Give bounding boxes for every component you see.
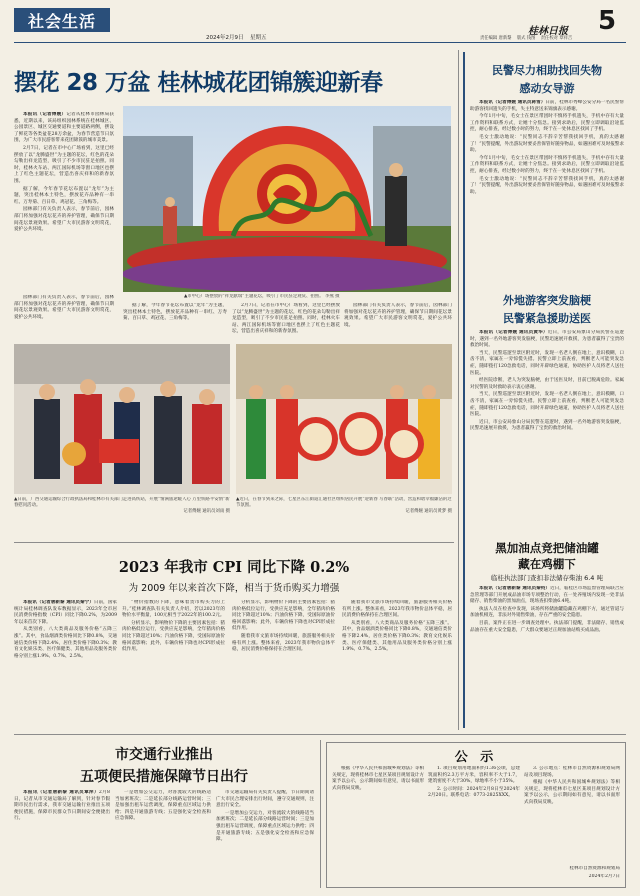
cpi-para-3: “物价指数的下降，意味着货币购买力的上升。”桂林调查队有关负责人介绍，若以2023年的物价水平衡量，100元相当于2022年的100.2元。 <box>122 600 225 619</box>
story1-headline-2: 感动女导游 <box>519 82 575 95</box>
traffic-para-1: 2月8日，记者从市交通运输局了解到，针对春节假期市民出行需求，我市交通运输行业推出五项便民措施，保障市民群众节日期间安全便捷出行。 <box>14 790 110 822</box>
notice-col2 <box>428 766 520 884</box>
cpi-para-2: 从类别看，八大类商品及服务价格“五降三涨”。其中，食品烟酒类价格同比下降0.8%，交通通信类价格下降2.4%，居住类价格下降0.3%；教育文化娱乐类、医疗保健类、其他用品及服务类价格分别上涨1.9%、0.7%、2.5%。 <box>14 627 117 659</box>
story3-headline-1: 黑加油点竞把储油罐 <box>495 541 599 555</box>
issue-date: 2024年2月9日 <box>206 35 244 41</box>
section-title: 社会生活 <box>27 12 96 31</box>
story3-subhead: 临桂执法部门查扣非法储存柴油 6.4 吨 <box>491 574 603 582</box>
main-headline: 摆花 28 万盆 桂林城花团锦簇迎新春 <box>14 70 383 96</box>
flower-article-col3 <box>123 303 227 339</box>
cpi-headline: 2023 年我市 CPI 同比下降 0.2% <box>118 559 350 576</box>
traffic-col2 <box>115 790 211 888</box>
masthead <box>0 0 640 42</box>
caption-photo3-text: ▲近日，在春节到来之际，七星区东江街道汇通社区组织居民开展“迎新春 写春联”活动，营造和谐幸福廉洁的过节氛围。 <box>236 497 452 508</box>
traffic-headline-1: 市交通行业推出 <box>115 747 213 763</box>
story2-headline-1: 外地游客突发脑梗 <box>503 294 591 307</box>
page-number: 5 <box>598 6 617 36</box>
caption-photo1: ▲市中心广场摆放的“祥龙献瑞”主题花坛，吸引了市民驻足观赏、拍照。 李燕 摄 <box>184 294 340 299</box>
cpi-col2 <box>122 600 225 728</box>
flower-para-3-dup: 据了解，今年春节花坛布置以“龙年”为主题，突出桂林本土特色，摆放花卉品种有一串红、万寿菊、百日草、鸡冠花、三角梅等。 <box>123 303 227 322</box>
flower-article-col5 <box>344 303 452 339</box>
caption-photo3-credit: 记者傅婉 通讯员黄梦 摄 <box>405 509 452 514</box>
cpi-para-5b: 随着我市文旅市场持续回暖，旅游服务相关价格有所上涨。整体来看，2023年我市物价总体平稳，居民消费价格保持在合理区间。 <box>342 600 452 619</box>
cpi-subhead: 为 2009 年以来首次下降，相当于货币购买力增强 <box>128 583 340 594</box>
traffic-headline-2: 五项便民措施保障节日出行 <box>80 769 248 785</box>
editor-name-2: 钱图 <box>526 36 536 41</box>
notice-title: 公 示 <box>454 750 498 765</box>
cpi-para-1: 日前，国家统计局桂林调查队发布数据显示，2023年全市居民消费价格指数（CPI）同比下降0.2%，为2009年以来首次下降。 <box>14 600 117 625</box>
flower-para-4: 园林部门有关负责人表示，春节前后，园林部门将加强对花坛花卉的养护管理，确保节日期间花坛景观效果。希望广大市民游客文明赏花，爱护公共环境。 <box>14 207 114 233</box>
flower-article-col1 <box>14 112 114 292</box>
photo-couplet-event <box>236 344 452 494</box>
divider-cpi-top <box>14 542 454 543</box>
divider-sidebar <box>458 50 459 730</box>
story2-para-3: 经医院诊断，老人为突发脑梗，由于送医及时，目前已脱离危险。家属对民警的及时救助表示衷心感谢。 <box>470 378 624 390</box>
story2-para-1: 近日，市公安局象山分局民警在巡逻时，遇到一名外地游客突发脑梗，民警迅速展开救援，为患者赢得了宝贵的救治时间。 <box>470 330 624 349</box>
notice-para-1: 根据《中华人民共和国城乡规划法》等相关规定，现将桂林市七星区某项目规划设计方案予以公示，公示期间如有意见，请以书面形式向我局反映。 <box>332 766 424 791</box>
story2-byline: 本报讯（记者傅婉 通讯员黄华） <box>479 330 548 335</box>
story3-para-2: 执法人员在检查中发现，该场所将储油罐隐藏在鸡棚下方，通过管道与加油机相连，非法对外销售柴油，存在严重的安全隐患。 <box>470 606 624 619</box>
photo-flower-dragon <box>123 106 451 292</box>
story3-byline: 本报讯（记者唐新黎 通讯员秦钧） <box>479 586 551 591</box>
notice-signature: 桂林市自然资源和规划局 <box>569 866 620 871</box>
traffic-byline: 本报讯（记者唐新黎 通讯员覃萍） <box>23 790 99 795</box>
paper-name: 桂林日报 <box>528 26 568 37</box>
notice-para-3: 2. 公示时间：2024年2月8日至2024年2月20日。联系电话：0773-2825XXX。 <box>428 786 520 799</box>
flower-para-3: 据了解，今年春节花坛布置以“龙年”为主题，突出桂林本土特色，摆放花卉品种有一串红、万寿菊、百日草、鸡冠花、三角梅等。 <box>14 186 114 205</box>
story1-para-3: 毛女士激动地说：“民警同志不辞辛苦帮我找回手机，真的太感谢了！”民警提醒，外出游玩时要妥善保管好随身物品，如遇困难可及时报警求助。 <box>470 134 624 154</box>
editor-line <box>480 35 572 41</box>
story2-para-1b: 近日，市公安局象山分局民警在巡逻时，遇到一名外地游客突发脑梗，民警迅速展开救援，为患者赢得了宝贵的救治时间。 <box>470 419 624 432</box>
photo-train-station <box>14 344 230 494</box>
traffic-col1 <box>14 790 110 888</box>
divider-traffic-top <box>14 734 626 735</box>
cpi-col3 <box>232 600 335 728</box>
traffic-para-2c: 一是增加公交运力，对客流较大的线路适当加密班次；二是延长部分线路运营时间；三是加强出租车运营调度，保障重点区域运力供给；四是开通旅游专线；五是强化安全检查和应急保障。 <box>216 810 314 843</box>
issue-weekday: 星期五 <box>250 35 267 41</box>
story1-para-2b: 今年1月中旬，毛女士在景区带团时不慎将手机遗失，手机中存有大量工作资料和联系方式，让她十分焦急。接到求助后，民警立即调取沿途监控，耐心排查，经过数小时的努力，终于在一处休息区找回了手机。 <box>470 155 624 174</box>
story2-body <box>470 330 624 526</box>
caption-photo2-credit: 记者傅婉 通讯员刘雨 摄 <box>183 509 230 514</box>
traffic-para-2: 一是增加公交运力，对客流较大的线路适当加密班次；二是延长部分线路运营时间；三是加强出租车运营调度，保障重点区域运力供给；四是开通旅游专线；五是强化安全检查和应急保障。 <box>115 790 211 822</box>
editor-label-3: 责任校对 <box>540 36 558 41</box>
cpi-para-4b: 分析显示，影响物价下降的主要因素包括：猪肉价格低位运行，受供应充足影响，全年猪肉价格同比下降超过10%；汽油价格下降，受国际原油价格回落影响；此外，车辆价格下降也对CPI形成拉低作用。 <box>232 600 335 632</box>
flower-para-1: 记者从桂林市园林局获悉，近期以来，该局组织园林系统在桂林城区、公园景区、城区交通要道和主要道路两侧，摆设了鲜花等各类盆花28万余盆，为春节营造节日氛围，为广大市民游客带来花团锦簇的城市美景。 <box>14 112 114 144</box>
cpi-para-4: 分析显示，影响物价下降的主要因素包括：猪肉价格低位运行，受供应充足影响，全年猪肉价格同比下降超过10%；汽油价格下降，受国际原油价格回落影响；此外，车辆价格下降也对CPI形成拉低作用。 <box>122 620 225 653</box>
caption-photo2-text: ▲日前，广西交通运输综合行政执法局和桂林市有关部门走进高铁站，开展“情满旅途暖人心 万里铁路平安情”新春慰问活动。 <box>14 497 230 508</box>
flower-para-2: 2月7日，记者在市中心广场看到，这里已经摆放了以“龙腾盛世”为主题的花坛，红色的花朵勾勒出祥龙造型，吸引了不少市民驻足拍照。同时，桂林火车站、两江国际机场等窗口地区也摆上了红色主题花坛，营造出喜庆祥和的新春氛围。 <box>14 145 114 184</box>
story1-body <box>470 100 624 286</box>
traffic-para-3: 市交通运输局有关负责人提醒，节日期间请广大市民合理安排出行时间，遵守交通规则，注意出行安全。 <box>216 790 314 809</box>
cpi-col4 <box>342 600 452 728</box>
story1-para-3b: 毛女士激动地说：“民警同志不辞辛苦帮我找回手机，真的太感谢了！”民警提醒，外出游玩时要妥善保管好随身物品，如遇困难可及时报警求助。 <box>470 176 624 195</box>
story2-para-2b: 当天，民警巡逻至景区附近时，发现一名老人倒在地上，意识模糊，口齿不清，家属在一旁惊慌失措。民警立即上前查看，判断老人可能突发急症，随即拨打120急救电话，同时开辟绿色通道，协助医护人员将老人送往医院。 <box>470 392 624 418</box>
flower-byline: 本报讯（记者傅婉） <box>23 112 67 117</box>
editor-name-1: 唐新黎 <box>498 36 512 41</box>
notice-col1 <box>332 766 424 884</box>
story1-para-2: 今年1月中旬，毛女士在景区带团时不慎将手机遗失，手机中存有大量工作资料和联系方式，让她十分焦急。接到求助后，民警立即调取沿途监控，耐心排查，经过数小时的努力，终于在一处休息区找回了手机。 <box>470 114 624 133</box>
notice-date: 2024年2月7日 <box>588 874 620 879</box>
story2-para-2: 当天，民警巡逻至景区附近时，发现一名老人倒在地上，意识模糊，口齿不清，家属在一旁惊慌失措。民警立即上前查看，判断老人可能突发急症，随即拨打120急救电话，同时开辟绿色通道，协助医护人员将老人送往医院。 <box>470 350 624 376</box>
caption-photo3 <box>236 497 452 527</box>
cpi-byline: 本报讯（记者唐新黎 通讯员秦宁） <box>23 600 94 605</box>
flower-para-4-dup: 园林部门有关负责人表示，春节前后，园林部门将加强对花坛花卉的养护管理，确保节日期间花坛景观效果。希望广大市民游客文明赏花，爱护公共环境。 <box>14 295 114 320</box>
flower-article-col2 <box>14 295 114 327</box>
notice-para-1c: 根据《中华人民共和国城乡规划法》等相关规定，现将桂林市七星区某项目规划设计方案予以公示，公示期间如有意见，请以书面形式向我局反映。 <box>524 780 620 805</box>
cpi-para-5: 随着我市文旅市场持续回暖，旅游服务相关价格有所上涨。整体来看，2023年我市物价总体平稳，居民消费价格保持在合理区间。 <box>232 633 335 653</box>
story2-headline-2: 民警紧急援助送医 <box>503 312 591 325</box>
notice-col3 <box>524 766 620 866</box>
flower-para-2-dup: 2月7日，记者在市中心广场看到，这里已经摆放了以“龙腾盛世”为主题的花坛，红色的花朵勾勒出祥龙造型，吸引了不少市民驻足拍照。同时，桂林火车站、两江国际机场等窗口地区也摆上了红色主题花坛，营造出喜庆祥和的新春氛围。 <box>232 303 340 335</box>
editor-label-1: 责任编辑 <box>480 36 498 41</box>
story3-para-1: 近日，临桂区市场监督管理局联合应急管理等部门开展成品油市场专项整治行动，在一处养殖场内发现一处非法储存、销售柴油的黑加油点，现场查扣柴油6.4吨。 <box>470 586 624 605</box>
train-station-image <box>14 344 230 494</box>
masthead-rule <box>14 42 626 43</box>
story1-byline: 本报讯（记者傅婉 通讯员蒋雪） <box>479 100 546 105</box>
flower-article-col4 <box>232 303 340 339</box>
story1-headline-1: 民警尽力相助找回失物 <box>492 64 602 77</box>
cpi-para-2b: 从类别看，八大类商品及服务价格“五降三涨”。其中，食品烟酒类价格同比下降0.8%，交通通信类价格下降2.4%，居住类价格下降0.3%；教育文化娱乐类、医疗保健类、其他用品及服务类价格分别上涨1.9%、0.7%、2.5%。 <box>342 620 452 653</box>
story3-headline-2: 藏在鸡棚下 <box>518 557 576 571</box>
story3-para-3: 目前，案件正在进一步调查处理中。执法部门提醒，非法储存、销售成品油存在重大安全隐患，广大群众要通过正规加油站购买成品油。 <box>470 620 624 633</box>
story1-para-1: 日前，桂林市秀峰公安分局一名民警帮助游客找回遗失的手机，失主特意送来锦旗表示感谢。 <box>470 100 624 112</box>
notice-para-4: 3. 公示地点：桂林市自然资源和规划局网站及项目现场。 <box>524 766 620 778</box>
editor-label-2: 版式 <box>516 36 526 41</box>
editor-name-3: 覃祥吉 <box>559 36 573 41</box>
notice-para-2: 1. 项目规划用地面积约1.36公顷，总建筑面积约2.3万平方米，容积率不大于1.7，建筑密度不大于30%，绿地率不小于35%。 <box>428 766 520 785</box>
story3-body <box>470 586 624 726</box>
cpi-col1 <box>14 600 117 728</box>
divider-traffic-notice <box>320 740 321 888</box>
couplet-event-image <box>236 344 452 494</box>
flower-dragon-image <box>123 106 451 292</box>
caption-photo2 <box>14 497 230 527</box>
traffic-col3 <box>216 790 314 888</box>
flower-para-4-dup2: 园林部门有关负责人表示，春节前后，园林部门将加强对花坛花卉的养护管理，确保节日期间花坛景观效果。希望广大市民游客文明赏花，爱护公共环境。 <box>344 303 452 328</box>
